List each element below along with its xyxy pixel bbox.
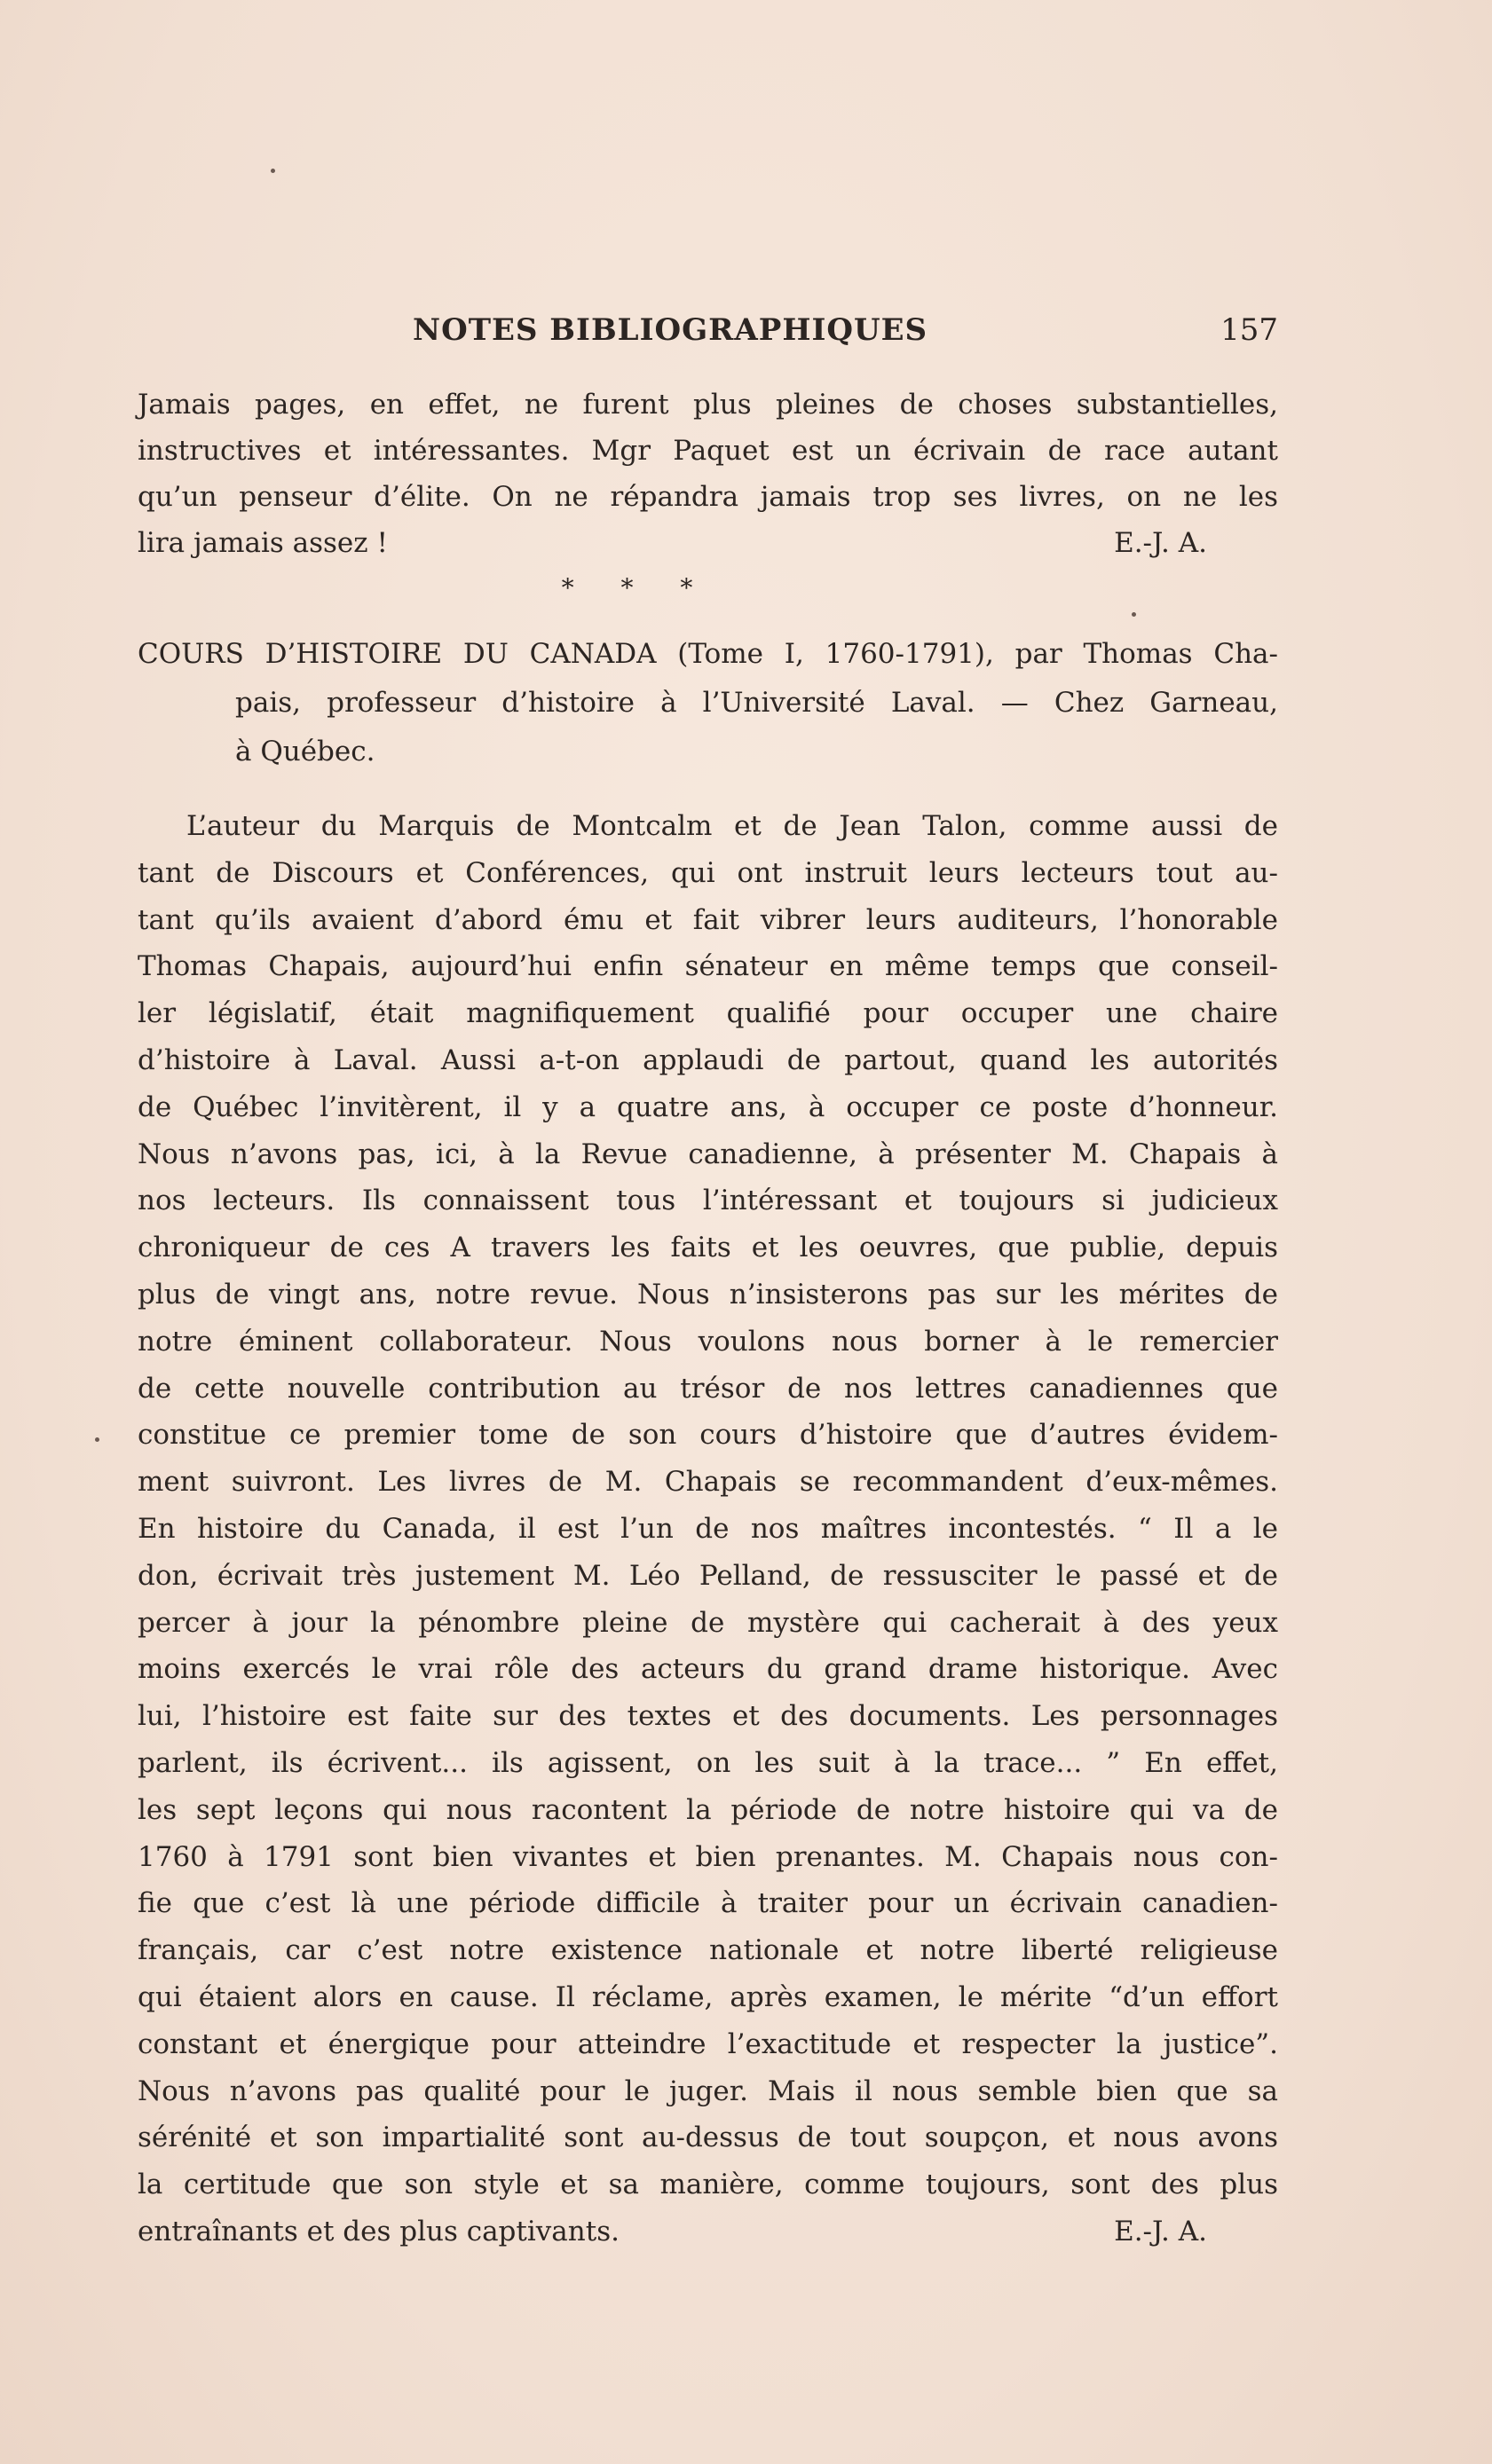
- text-line: instructives et intéressantes. Mgr Paquet est un écrivain de race autant: [138, 435, 1278, 467]
- closing-line: [138, 2208, 1278, 2255]
- text-line: notre éminent collaborateur. Nous voulons nous borner à le remercier: [138, 1325, 1278, 1358]
- text-line: sérénité et son impartialité sont au-dessus de tout soupçon, et nous avons: [138, 2122, 1278, 2154]
- text-line: Nous n’avons pas qualité pour le juger. Mais il nous semble bien que sa: [138, 2074, 1278, 2107]
- section-separator: * * *: [561, 573, 713, 602]
- paper-speck: [271, 169, 275, 173]
- heading-line: pais, professeur d’histoire à l’Université Laval. — Chez Garneau,: [235, 687, 1278, 719]
- heading-line: à Québec.: [235, 736, 375, 768]
- text-line: de cette nouvelle contribution au trésor de nos lettres canadiennes que: [138, 1372, 1278, 1405]
- text-line: qu’un penseur d’élite. On ne répandra jamais trop ses livres, on ne les: [138, 481, 1278, 513]
- heading-line: COURS D’HISTOIRE DU CANADA (Tome I, 1760-1791), par Thomas Cha-: [138, 638, 1278, 670]
- text-line: français, car c’est notre existence nationale et notre liberté religieuse: [138, 1934, 1278, 1967]
- review-heading: [138, 630, 1278, 776]
- text-line: qui étaient alors en cause. Il réclame, après examen, le mérite “d’un effort: [138, 1980, 1278, 2013]
- text-line: la certitude que son style et sa manière, comme toujours, sont des plus: [138, 2169, 1278, 2201]
- text-line: les sept leçons qui nous racontent la période de notre histoire qui va de: [138, 1793, 1278, 1826]
- text-line: Jamais pages, en effet, ne furent plus pleines de choses substantielles,: [138, 389, 1278, 421]
- text-line: lui, l’histoire est faite sur des textes et des documents. Les personnages: [138, 1700, 1278, 1733]
- paper-speck: [95, 1437, 99, 1442]
- text-line: 1760 à 1791 sont bien vivantes et bien prenantes. M. Chapais nous con-: [138, 1840, 1278, 1873]
- text-line: constitue ce premier tome de son cours d’histoire que d’autres évidem-: [138, 1419, 1278, 1452]
- text-line: tant qu’ils avaient d’abord ému et fait vibrer leurs auditeurs, l’honorable: [138, 903, 1278, 936]
- text-line: L’auteur du Marquis de Montcalm et de Jean Talon, comme aussi de: [186, 810, 1278, 842]
- text-line: percer à jour la pénombre pleine de mystère qui cacherait à des yeux: [138, 1606, 1278, 1639]
- text-line: tant de Discours et Conférences, qui ont instruit leurs lecteurs tout au-: [138, 856, 1278, 889]
- text-line: nos lecteurs. Ils connaissent tous l’intéressant et toujours si judicieux: [138, 1185, 1278, 1217]
- running-title: NOTES BIBLIOGRAPHIQUES: [413, 312, 928, 348]
- closing-line: [138, 520, 1278, 566]
- paper-speck: [1132, 612, 1136, 617]
- previous-review-conclusion: [138, 382, 1278, 566]
- text-line: Nous n’avons pas, ici, à la Revue canadienne, à présenter M. Chapais à: [138, 1138, 1278, 1170]
- review-body: [138, 803, 1278, 2255]
- text-line: entraînants et des plus captivants.: [138, 2215, 620, 2248]
- text-line: lira jamais assez !: [138, 527, 388, 559]
- text-line: de Québec l’invitèrent, il y a quatre ans, à occuper ce poste d’honneur.: [138, 1090, 1278, 1123]
- text-line: don, écrivait très justement M. Léo Pelland, de ressusciter le passé et de: [138, 1559, 1278, 1592]
- text-line: En histoire du Canada, il est l’un de nos maîtres incontestés. “ Il a le: [138, 1512, 1278, 1545]
- text-line: moins exercés le vrai rôle des acteurs du grand drame historique. Avec: [138, 1653, 1278, 1686]
- page-number: 157: [1220, 312, 1278, 348]
- text-line: ler législatif, était magnifiquement qualifié pour occuper une chaire: [138, 997, 1278, 1030]
- text-line: ment suivront. Les livres de M. Chapais se recommandent d’eux-mêmes.: [138, 1466, 1278, 1499]
- text-line: constant et énergique pour atteindre l’exactitude et respecter la justice”.: [138, 2027, 1278, 2060]
- book-page: [138, 302, 1278, 2255]
- author-signature: E.-J. A.: [1114, 527, 1207, 559]
- text-line: plus de vingt ans, notre revue. Nous n’insisterons pas sur les mérites de: [138, 1278, 1278, 1311]
- text-line: chroniqueur de ces A travers les faits et les oeuvres, que publie, depuis: [138, 1232, 1278, 1264]
- text-line: Thomas Chapais, aujourd’hui enfin sénateur en même temps que conseil-: [138, 950, 1278, 983]
- text-line: parlent, ils écrivent... ils agissent, on les suit à la trace... ” En effet,: [138, 1746, 1278, 1779]
- author-signature: E.-J. A.: [1114, 2215, 1207, 2248]
- text-line: fie que c’est là une période difficile à traiter pour un écrivain canadien-: [138, 1887, 1278, 1920]
- running-head: [138, 302, 1278, 355]
- text-line: d’histoire à Laval. Aussi a-t-on applaudi de partout, quand les autorités: [138, 1043, 1278, 1076]
